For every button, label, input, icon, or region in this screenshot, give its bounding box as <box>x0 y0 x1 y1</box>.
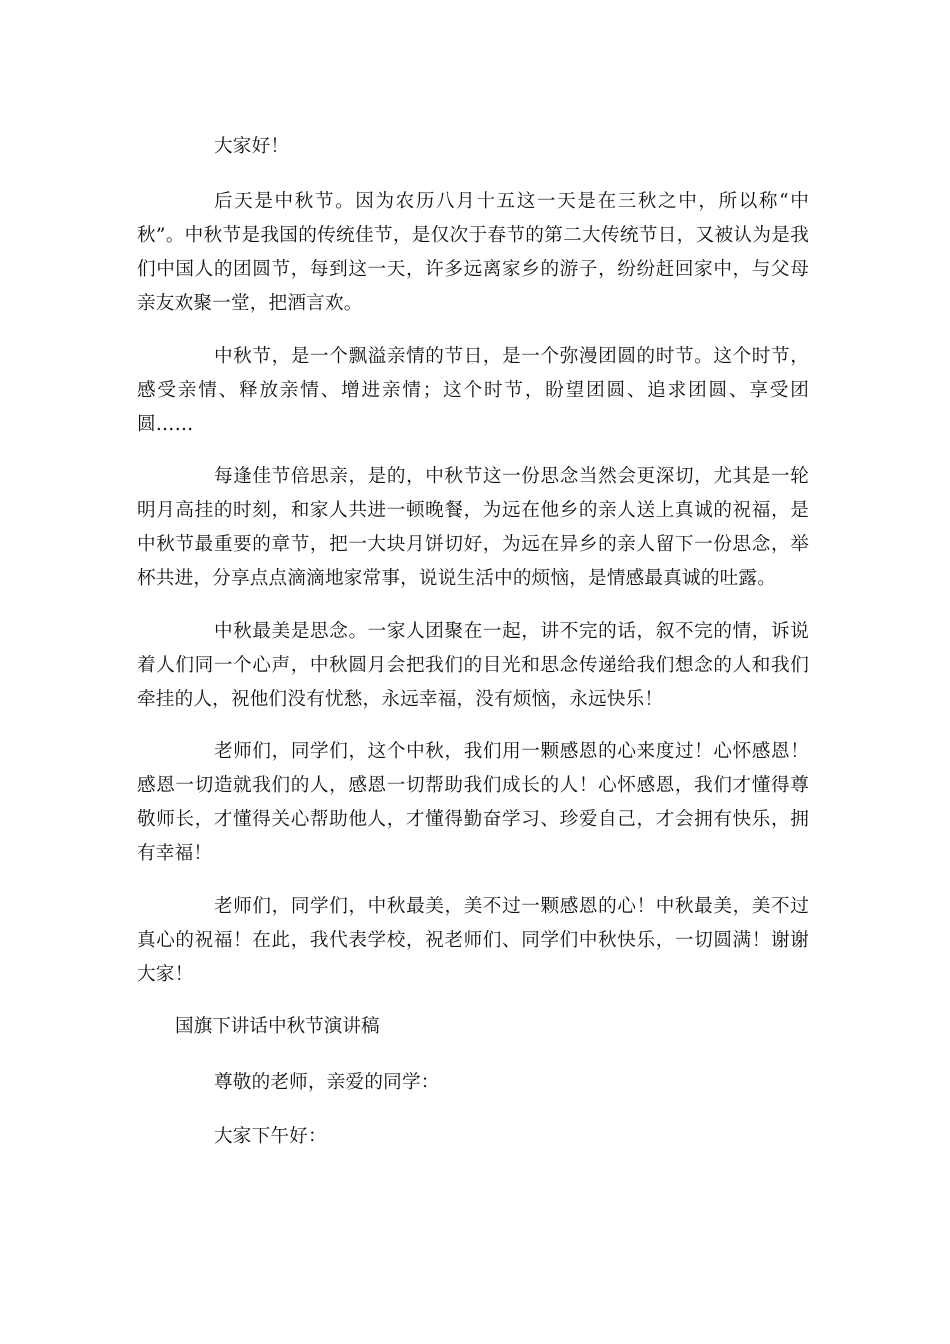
closing-paragraph: 老师们，同学们，中秋最美，美不过一颗感恩的心！中秋最美，美不过真心的祝福！在此，我代表学校，祝老师们、同学们中秋快乐，一切圆满！谢谢大家！ <box>137 896 809 985</box>
salutation-paragraph: 尊敬的老师，亲爱的同学： <box>214 1072 440 1093</box>
family-paragraph: 中秋节，是一个飘溢亲情的节日，是一个弥漫团圆的时节。这个时节，感受亲情、释放亲情、增进亲情；这个时节，盼望团圆、追求团圆、享受团圆…… <box>137 346 809 435</box>
gratitude-paragraph: 老师们，同学们，这个中秋，我们用一颗感恩的心来度过！心怀感恩！感恩一切造就我们的人，感恩一切帮助我们成长的人！心怀感恩，我们才懂得尊敬师长，才懂得关心帮助他人，才懂得勤奋学习、珍爱自己，才会拥有快乐，拥有幸福！ <box>137 741 809 864</box>
afternoon-greeting-paragraph: 大家下午好： <box>214 1126 327 1147</box>
missing-family-paragraph: 每逢佳节倍思亲，是的，中秋节这一份思念当然会更深切，尤其是一轮明月高挂的时刻，和家人共进一顿晚餐，为远在他乡的亲人送上真诚的祝福，是中秋节最重要的章节，把一大块月饼切好，为远在异乡的亲人留下一份思念，举杯共进，分享点点滴滴地家常事，说说生活中的烦恼，是情感最真诚的吐露。 <box>137 466 809 589</box>
longing-paragraph: 中秋最美是思念。一家人团聚在一起，讲不完的话，叙不完的情，诉说着人们同一个心声，中秋圆月会把我们的目光和思念传递给我们想念的人和我们牵挂的人，祝他们没有忧愁，永远幸福，没有烦恼，永远快乐！ <box>137 621 809 710</box>
section-title: 国旗下讲话中秋节演讲稿 <box>175 1016 380 1037</box>
intro-paragraph: 后天是中秋节。因为农历八月十五这一天是在三秋之中，所以称“中秋”。中秋节是我国的传统佳节，是仅次于春节的第二大传统节日，又被认为是我们中国人的团圆节，每到这一天，许多远离家乡的游子，纷纷赶回家中，与父母亲友欢聚一堂，把酒言欢。 <box>137 191 809 314</box>
greeting-paragraph: 大家好！ <box>214 136 290 157</box>
